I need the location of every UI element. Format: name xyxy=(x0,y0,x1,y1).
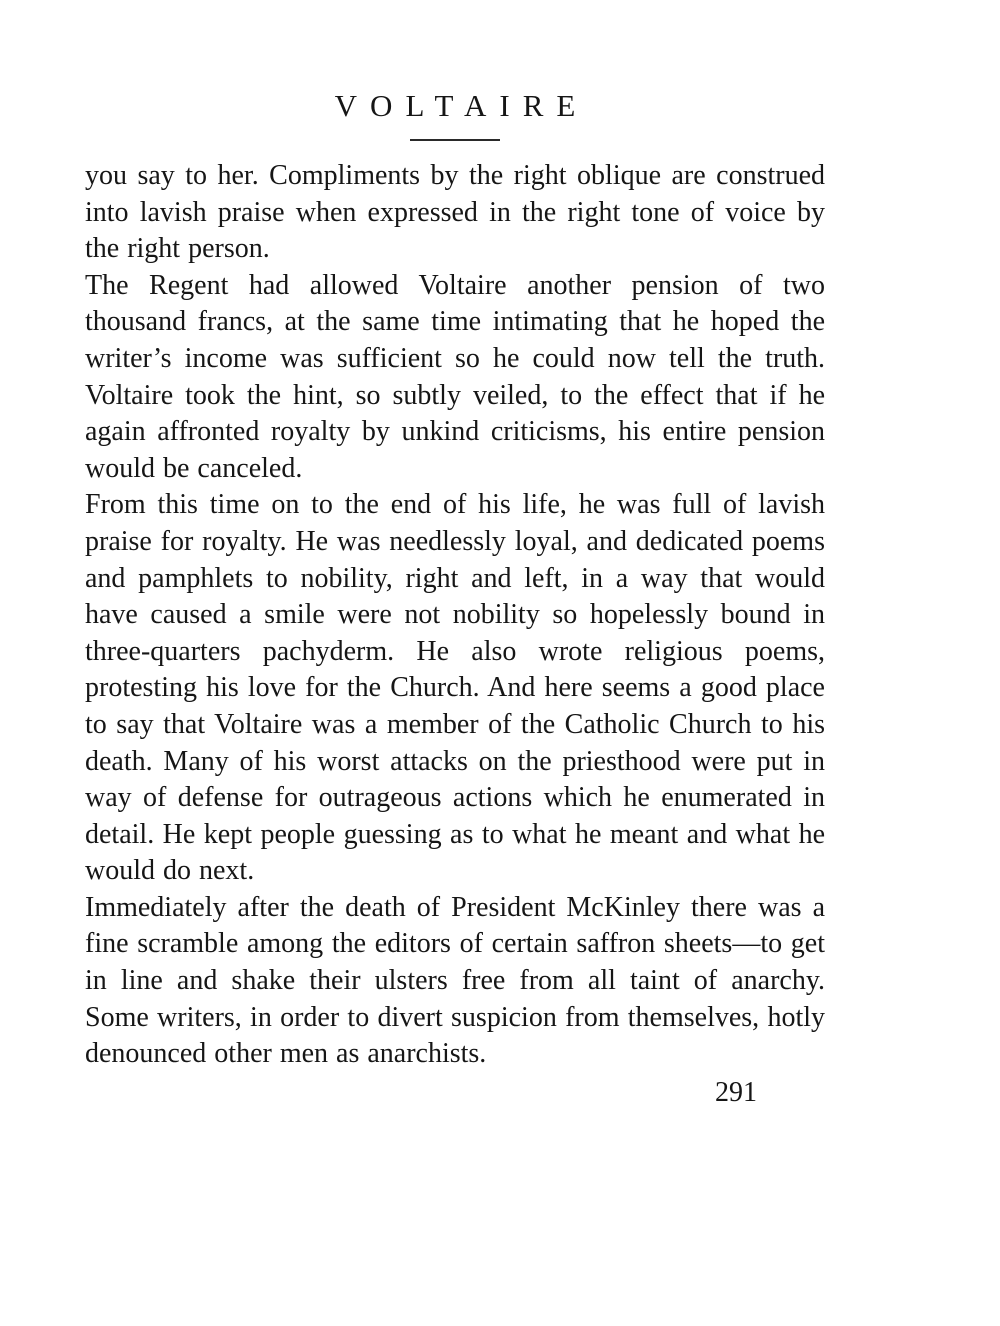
paragraph: you say to her. Compliments by the right oblique are construed into lavish praise when expressed in the right tone of voice by the right person. xyxy=(85,160,825,265)
paragraph: From this time on to the end of his life, he was full of lavish praise for royalty. He was needlessly loyal, and dedicated poems and pamphlets to nobility, right and left, in a way that would have caused a smile were not nobility so hopelessly bound in three-quarters pachyderm. He also wrote religious poems, protesting his love for the Church. And here seems a good place to say that Voltaire was a member of the Catholic Church to his death. Many of his worst attacks on the priesthood were put in way of defense for outrageous actions which he enumerated in detail. He kept people guessing as to what he meant and what he would do next. xyxy=(85,489,825,887)
paragraph: The Regent had allowed Voltaire another pension of two thousand francs, at the same time intimating that he hoped the writer’s income was sufficient so he could now tell the truth. Voltaire took the hint, so subtly veiled, to the effect that if he again affronted royalty by unkind criticisms, his entire pension would be canceled. xyxy=(85,269,825,484)
page-title: VOLTAIRE xyxy=(334,88,589,123)
paragraph: Immediately after the death of President McKinley there was a fine scramble among the editors of certain saffron sheets—to get in line and shake their ulsters free from all taint of anarchy. Some writers, in order to divert suspicion from themselves, hotly denounced other men as anarchists. xyxy=(85,891,825,1070)
body-text xyxy=(85,158,825,1073)
title-divider-rule xyxy=(410,139,500,141)
page-number: 291 xyxy=(715,1076,757,1108)
